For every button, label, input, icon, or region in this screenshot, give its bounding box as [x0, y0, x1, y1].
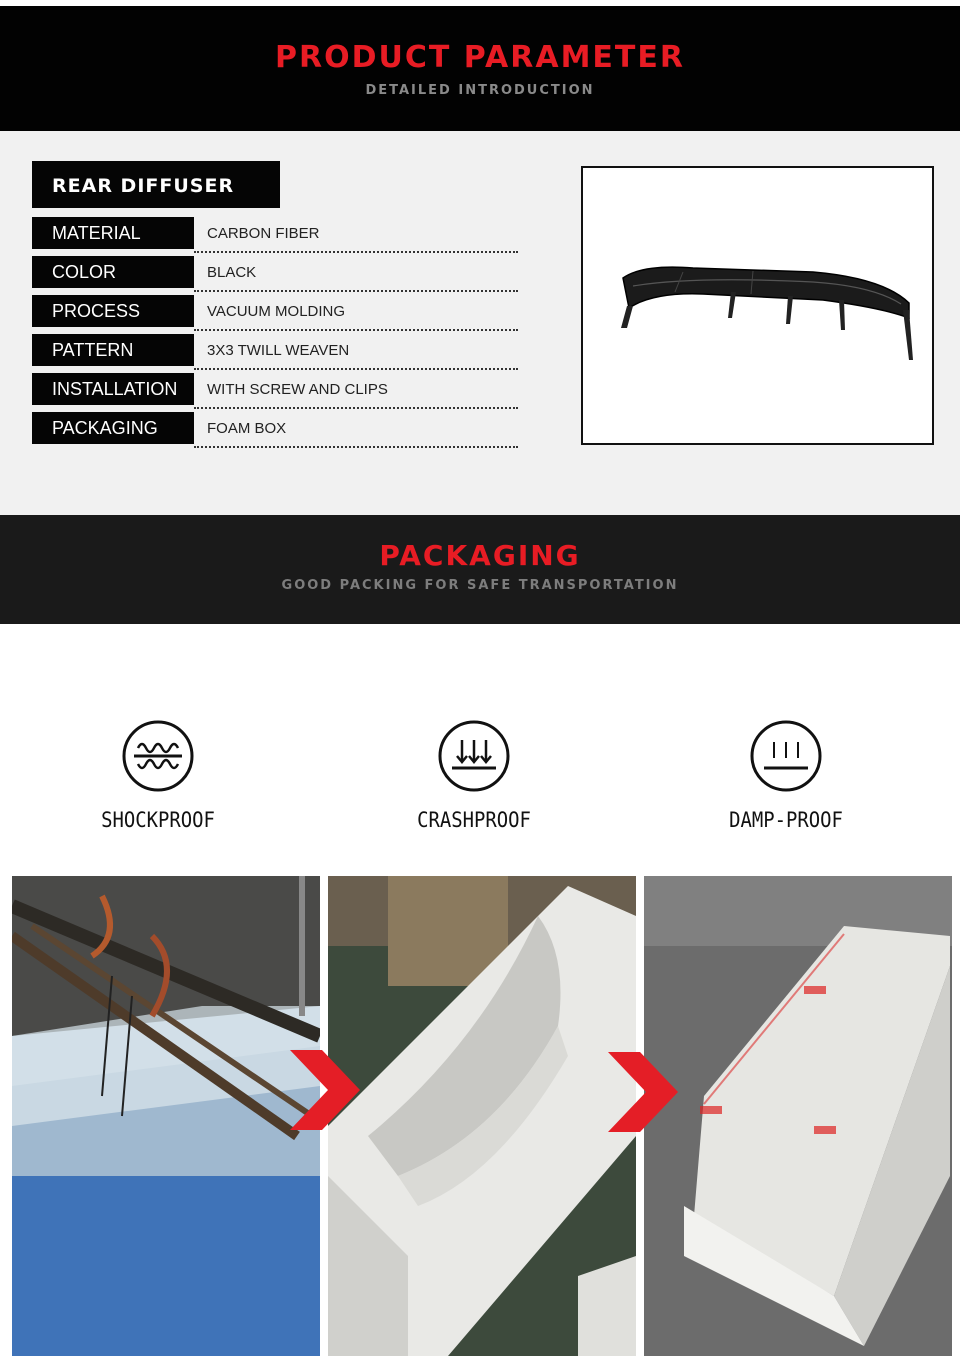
next-step-arrow-icon	[608, 1052, 678, 1132]
dotted-divider	[194, 407, 518, 409]
spec-value: BLACK	[207, 264, 257, 281]
foam-cutting-photo	[12, 876, 320, 1356]
shockproof-icon	[122, 720, 194, 792]
spec-label: PACKAGING	[32, 412, 194, 444]
feature-label: SHOCKPROOF	[101, 808, 215, 832]
spec-label: PROCESS	[32, 295, 194, 327]
spec-value: 3X3 TWILL WEAVEN	[207, 342, 350, 359]
foam-box-image	[644, 876, 952, 1356]
damp-proof-icon	[750, 720, 822, 792]
spec-value: CARBON FIBER	[207, 225, 320, 242]
crashproof-icon	[438, 720, 510, 792]
foam-cutting-image	[12, 876, 320, 1356]
dotted-divider	[194, 446, 518, 448]
feature-label: CRASHPROOF	[417, 808, 531, 832]
features-row	[0, 690, 960, 850]
product-parameter-title: PRODUCT PARAMETER	[275, 40, 685, 75]
spec-row-packaging	[32, 412, 518, 444]
product-image-frame	[581, 166, 934, 445]
spec-row-installation	[32, 373, 518, 405]
product-name-header: REAR DIFFUSER	[32, 161, 280, 208]
next-step-arrow-icon	[290, 1050, 360, 1130]
packaging-subtitle: GOOD PACKING FOR SAFE TRANSPORTATION	[281, 578, 679, 593]
parameter-section	[0, 131, 960, 515]
spec-label: PATTERN	[32, 334, 194, 366]
packaging-title: PACKAGING	[379, 539, 581, 572]
spec-value: VACUUM MOLDING	[207, 303, 346, 320]
dotted-divider	[194, 290, 518, 292]
spec-row-color	[32, 256, 518, 288]
rear-diffuser-image	[583, 168, 932, 443]
spec-label: MATERIAL	[32, 217, 194, 249]
spec-value: WITH SCREW AND CLIPS	[207, 381, 388, 398]
spec-row-material	[32, 217, 518, 249]
packaging-banner	[0, 515, 960, 624]
foam-box-photo	[644, 876, 952, 1356]
foam-mold-photo	[328, 876, 636, 1356]
dotted-divider	[194, 368, 518, 370]
dotted-divider	[194, 329, 518, 331]
spec-row-process	[32, 295, 518, 327]
detailed-introduction-subtitle: DETAILED INTRODUCTION	[365, 83, 595, 98]
spec-value: FOAM BOX	[207, 420, 287, 437]
spec-row-pattern	[32, 334, 518, 366]
product-parameter-banner	[0, 6, 960, 131]
feature-label: DAMP-PROOF	[729, 808, 843, 832]
spec-label: INSTALLATION	[32, 373, 194, 405]
foam-mold-image	[328, 876, 636, 1356]
spec-label: COLOR	[32, 256, 194, 288]
dotted-divider	[194, 251, 518, 253]
